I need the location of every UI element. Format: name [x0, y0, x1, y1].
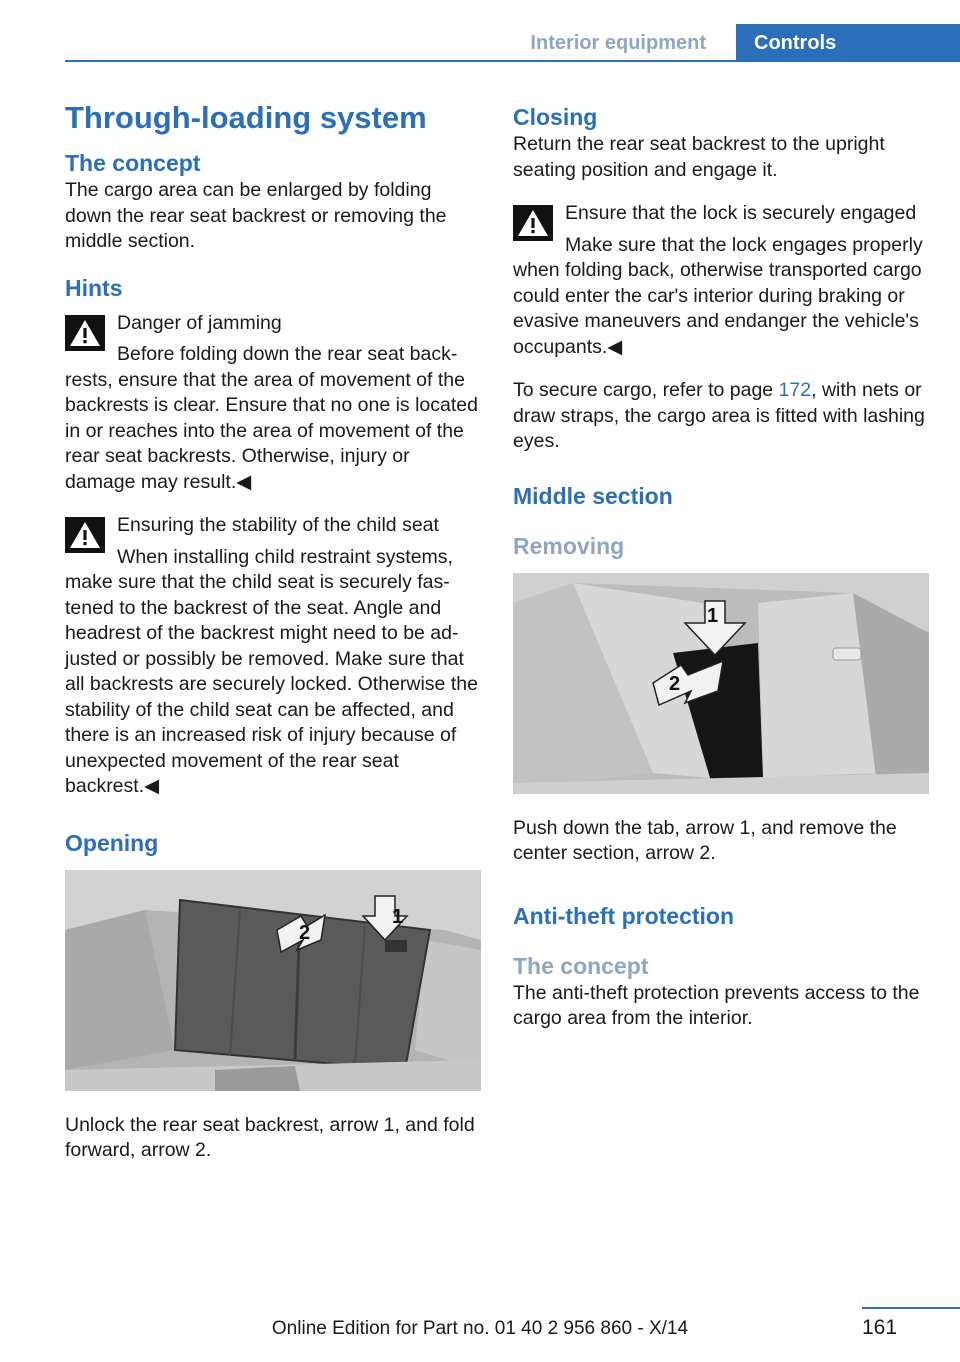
concept-text: The cargo area can be enlarged by folding down the rear seat backrest or removing the middle section. [65, 179, 447, 252]
warning-lock [513, 201, 929, 360]
arrow-label-2: 2 [669, 672, 681, 695]
left-column [65, 98, 481, 1182]
warning-title: Danger of jamming [117, 311, 282, 334]
warning-text: Make sure that the lock engages properly when folding back, otherwise transported cargo could enter the car's interior during braking or evasive maneuvers and endanger the vehicle's occupants.◀ [513, 233, 923, 358]
right-column [513, 102, 929, 1050]
arrow-label-1: 1 [392, 905, 404, 928]
removing-caption: Push down the tab, arrow 1, and remove the center section, arrow 2. [513, 816, 897, 864]
warning-child-seat [65, 513, 481, 800]
header-section-title: Interior equipment [530, 32, 706, 54]
warning-triangle-icon [65, 517, 105, 553]
warning-title: Ensure that the lock is securely engaged [565, 202, 917, 224]
secure-cargo-text [513, 378, 929, 455]
warning-triangle-icon [65, 315, 105, 351]
page-title: Through-loading system [65, 100, 427, 135]
antitheft-concept-heading: The concept [513, 952, 649, 979]
closing-heading: Closing [513, 104, 598, 130]
edition-footer: Online Edition for Part no. 01 40 2 956 860 - X/14 [271, 1318, 689, 1339]
removing-illustration [513, 573, 929, 794]
header-rule [65, 60, 960, 62]
antitheft-heading: Anti-theft protection [513, 902, 735, 929]
removing-heading: Removing [513, 532, 625, 559]
middle-section-heading: Middle section [513, 482, 673, 509]
page-reference-link[interactable]: 172 [778, 379, 812, 401]
closing-text: Return the rear seat backrest to the upright seating position and engage it. [513, 133, 885, 181]
arrow-label-2: 2 [299, 921, 311, 944]
warning-jamming [65, 311, 481, 496]
warning-text: Before folding down the rear seat backrests, ensure that the area of movement of the backrests is clear. Ensure that no one is located in or reaches into the area of movement of the rear seat backrests. Otherwise, injury or damage may result.◀ [65, 343, 478, 493]
antitheft-text: The anti-theft protection prevents access to the cargo area from the interior. [513, 981, 920, 1029]
opening-heading: Opening [65, 829, 159, 856]
footer-rule [862, 1307, 960, 1309]
warning-triangle-icon [513, 205, 553, 241]
opening-illustration [65, 870, 481, 1091]
secure-text-post: , with nets or draw straps, the cargo area is fitted with lashing eyes. [513, 379, 925, 452]
warning-text: When installing child restraint systems, make sure that the child seat is securely fastened to the backrest of the seat. Angle and headrest of the backrest might need to be adjusted or possibly be removed. Make sure that all backrests are securely locked. Otherwise the stability of the child seat can be affected, and there is an increased risk of injury because of unexpected movement of the rear seat backrest.◀ [65, 545, 478, 797]
opening-caption: Unlock the rear seat backrest, arrow 1, and fold forward, arrow 2. [65, 1113, 475, 1161]
concept-heading: The concept [65, 150, 201, 176]
page-number: 161 [862, 1316, 898, 1339]
page-header [0, 0, 960, 62]
hints-heading: Hints [65, 274, 123, 301]
header-chapter-tab: Controls [736, 24, 960, 62]
arrow-label-1: 1 [707, 604, 719, 627]
warning-title: Ensuring the stability of the child seat [117, 514, 439, 536]
secure-text-pre: To secure cargo, refer to page [513, 379, 779, 401]
